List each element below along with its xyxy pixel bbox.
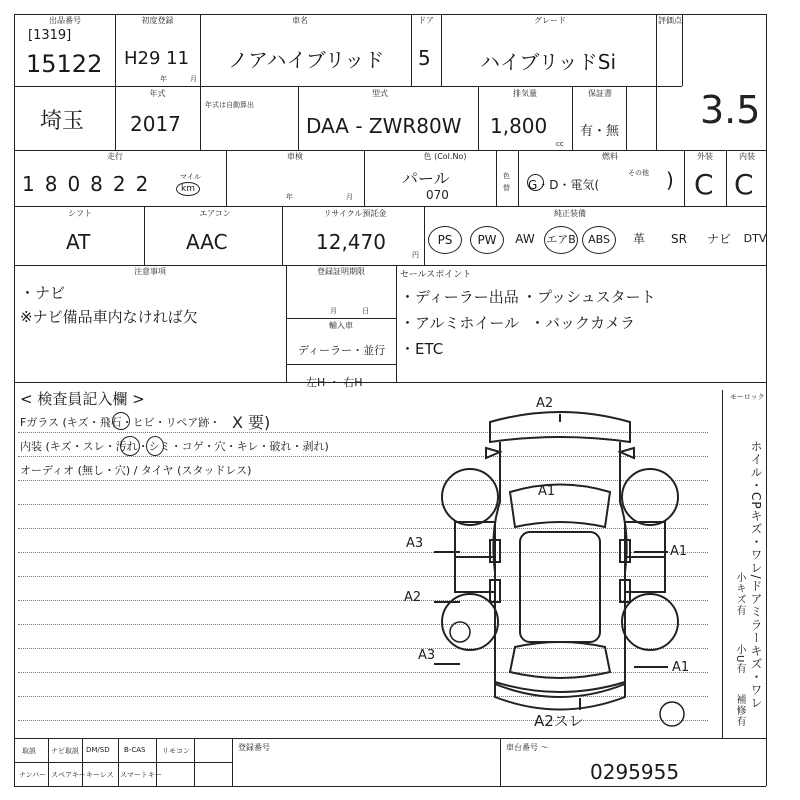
ac-label: エアコン [199,209,231,218]
mileage-unit-mile: マイル [180,173,201,181]
roof [520,532,600,642]
warranty-label: 保証書 [588,89,612,98]
mark-left-front-door: A3 [406,536,424,551]
exterior-label: 外装 [697,152,713,161]
equipment-label: 純正装備 [554,209,586,218]
color-label: 色 (Col.No) [423,152,467,161]
equipment-item: PW [470,226,504,254]
auction-code: [1319] [28,28,72,43]
side-note-2: 小キズ有 [734,572,745,616]
inspection-line-2: 内装 (キズ・スレ・汚れ・シミ・コゲ・穴・キレ・破れ・剥れ) [20,440,329,453]
equipment-item: ABS [582,226,616,254]
note-circle [660,702,684,726]
hand-circle [146,436,164,456]
inspection-month: 月 [346,193,353,201]
door-label: ドア [418,16,434,25]
mileage-label: 走行 [107,152,123,161]
equipment-item: ナビ [706,232,731,246]
chassis-label: 車台番号 ～ [506,743,549,752]
handle-value: 左H ・ 右H [306,376,363,389]
model-year: 2017 [130,112,181,136]
warranty-value: 有・無 [580,124,620,139]
mark-right-front-door: A1 [670,544,688,559]
footer-item-remote: リモコン [162,747,190,755]
inspection-line-3: オーディオ (無し・穴) / タイヤ (スタッドレス) [20,464,252,477]
fuel-label: 燃料 [602,152,618,161]
fuel-value: G・D・電気( [528,178,600,192]
ac-value: AAC [186,230,228,254]
caution-line-1: ・ナビ [20,284,66,302]
hand-circle [112,412,130,430]
door-count: 5 [418,46,431,70]
mark-front-bumper: A2 [536,396,554,411]
grade-value: ハイブリッドSi [480,50,617,74]
footer-item-dm-sd: DM/SD [86,746,110,754]
sales-point-3: ・アルミホイール [400,314,520,332]
model-year-note: 年式は自動算出 [205,101,254,109]
area-value: 埼玉 [40,109,85,134]
car-diagram [400,392,720,732]
interior-value: C [734,168,754,201]
mark-hood: A1 [538,484,556,499]
interior-label: 内装 [739,152,755,161]
recycle-value: 12,470 [316,230,386,254]
rear-window [510,642,610,678]
color-code: 070 [426,188,449,202]
year-unit: 年 [160,75,167,83]
equipment-item: AW [515,232,535,246]
wheel-front-right [622,469,678,525]
color-sub: 色替 [503,172,510,192]
side-note-main: ホイル・CPキズ・ワレ/ドアミラーキズ・ワレ [749,440,763,710]
caution-line-2: ※ナビ備品車内なければ欠 [20,308,198,326]
equipment-item: SR [671,232,687,246]
model-year-label: 年式 [149,89,166,98]
fglass-mark: X 要) [232,413,271,432]
import-label: 輸入車 [329,321,353,330]
reg-number-label: 登録番号 [238,743,270,752]
hand-circle [120,436,140,456]
lot-number: 15122 [26,50,103,78]
sales-point-2: ・プッシュスタート [522,288,656,306]
lot-label: 出品番号 [49,16,81,25]
month-unit: 月 [190,75,197,83]
mark-left-rear-quarter: A3 [418,648,436,663]
fuel-close: ) [666,168,674,192]
mileage-unit-km: km [176,182,200,196]
color-value: パール [402,169,450,188]
wheel-front-left [442,469,498,525]
equipment-item: PS [428,226,462,254]
mark-right-rear-quarter: A1 [672,660,690,675]
mark-left-rear-door: A2 [404,590,422,605]
footer-item-keyless: キーレス [86,771,114,779]
mark-rear-bumper: A2スレ [534,712,584,730]
shift-label: シフト [68,209,92,218]
side-label: モーロック [730,393,765,401]
model-label: 型式 [372,89,388,98]
grade-label: グレード [534,16,566,25]
sales-label: セールスポイント [400,270,472,280]
side-note-3: 小U有 [734,644,745,675]
sales-point-1: ・ディーラー出品 [400,288,519,306]
chassis-number: 0295955 [590,760,680,784]
inspection-year: 年 [286,193,293,201]
reg-until-day: 日 [362,307,369,315]
footer-item-bcas: B-CAS [124,746,146,754]
shift-value: AT [66,230,91,254]
sales-point-5: ・ETC [400,340,444,358]
inspection-title: < 検査員記入欄 > [20,390,145,408]
reg-until-month: 月 [330,307,337,315]
fuel-gasoline-circle [527,174,544,191]
footer-item-plate: ナンバー [19,771,47,779]
eval-score: 3.5 [700,88,761,132]
exterior-value: C [694,168,714,201]
equipment-item: エアB [544,226,578,254]
side-note-4: 補修有 [734,694,745,727]
inspection-line-1: Fガラス (キズ・飛石・ヒビ・リペア跡・ [20,416,221,429]
eval-label: 評価点 [658,16,682,25]
reg-label: 初度登録 [141,16,174,25]
recycle-label: リサイクル預託金 [323,209,387,218]
displacement-label: 排気量 [513,89,537,98]
footer-item-smart-key: スマートキー [120,771,162,779]
displacement-value: 1,800 [490,114,548,138]
mileage-value: 180822 [22,172,159,196]
vehicle-name: ノアハイブリッド [228,48,385,72]
footer-item-spare-key: スペアキー [51,771,86,779]
model-value: DAA - ZWR80W [306,114,462,138]
name-label: 車名 [292,16,308,25]
note-circle [450,622,470,642]
sales-point-4: ・バックカメラ [530,314,636,332]
import-value: ディーラー・並行 [298,344,386,357]
fuel-other: その他 [628,169,649,177]
equipment-item: 革 [632,232,645,246]
windshield [510,485,610,528]
caution-label: 注意事項 [134,267,166,276]
reg-until-label: 登録証明期限 [317,267,365,276]
first-registration: H29 11 [124,48,190,69]
inspection-label: 車検 [287,152,303,161]
footer-item-nav-manual: ナビ取説 [51,747,79,755]
recycle-unit: 円 [412,251,419,259]
equipment-item: DTV [743,232,767,245]
displacement-unit: cc [556,140,564,148]
footer-item-manual: 取説 [22,747,36,755]
